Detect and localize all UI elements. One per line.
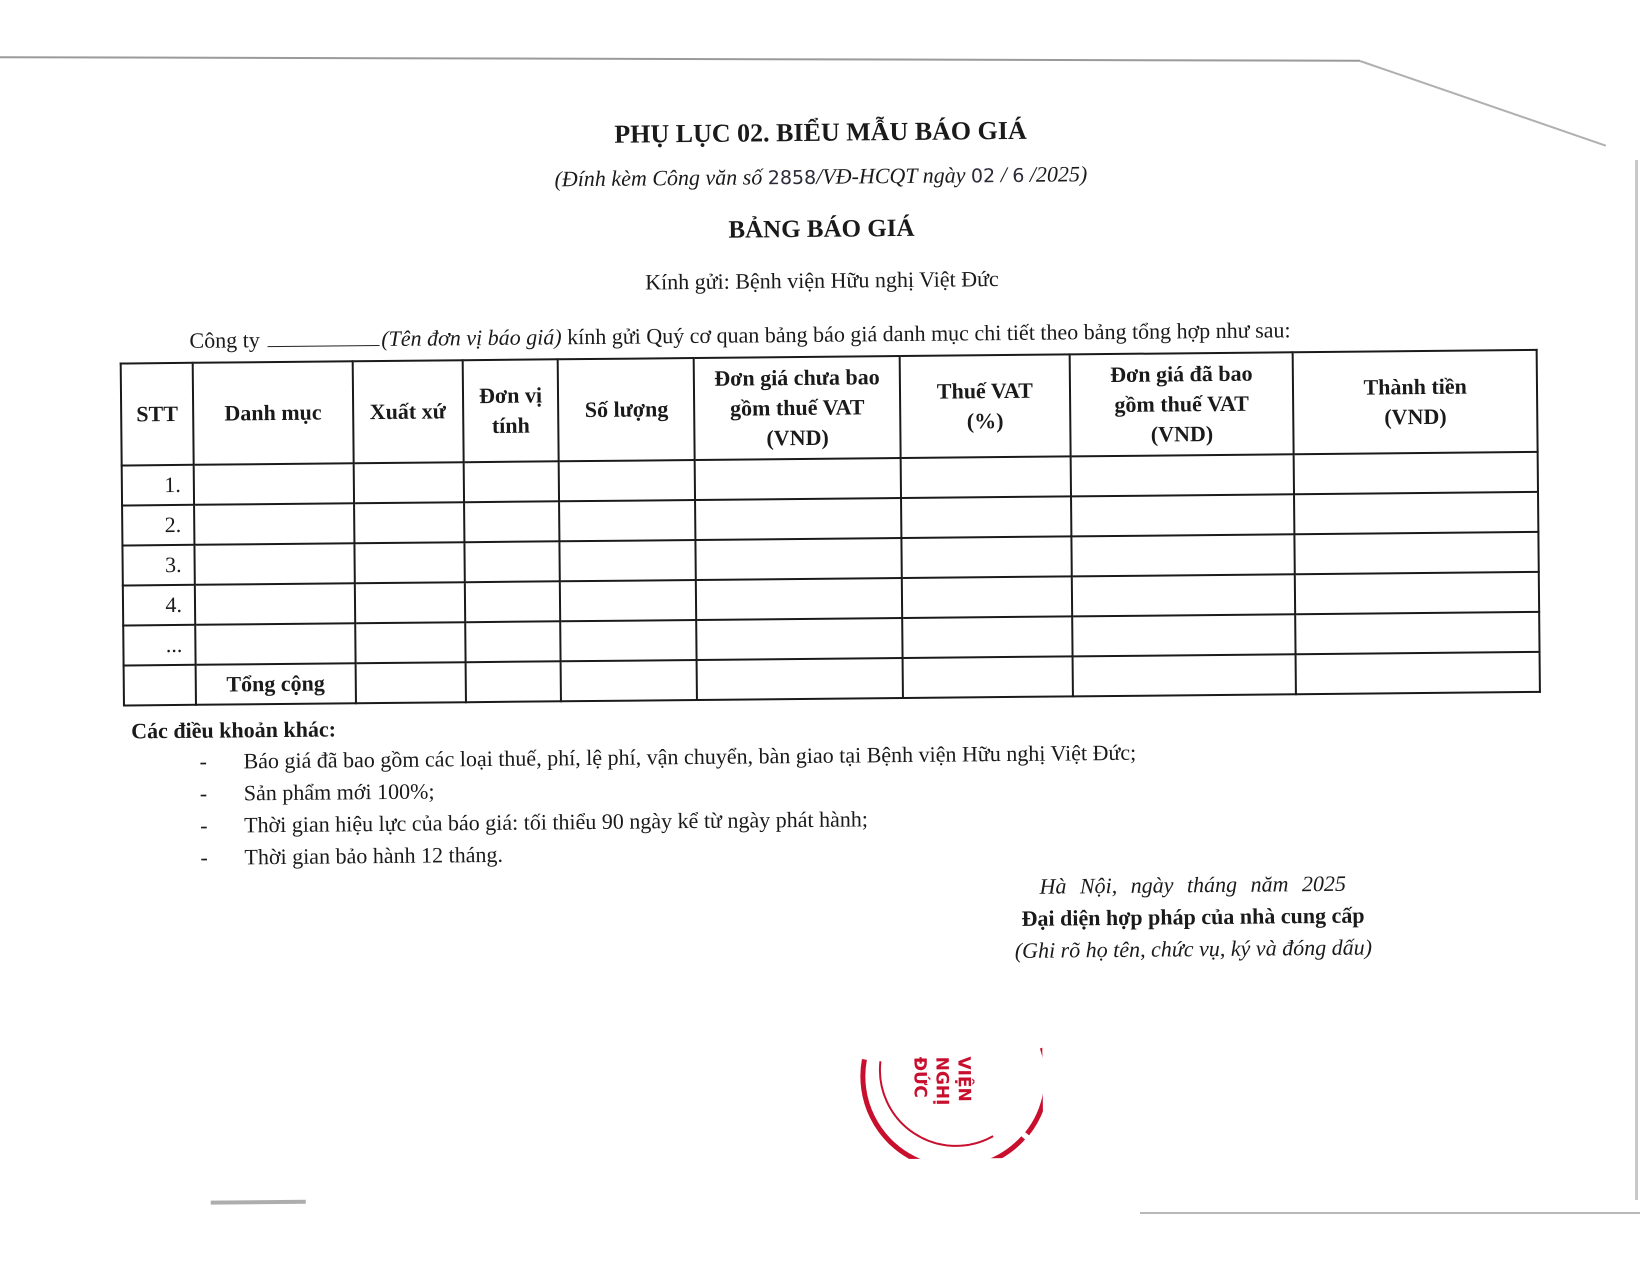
header-unit: Đơn vị tính [462, 359, 559, 462]
cell-item [195, 583, 355, 625]
cell-quantity [559, 460, 695, 501]
cell-origin [354, 542, 464, 583]
row-number: 1. [122, 465, 194, 506]
cell-price-inc-vat [1072, 614, 1296, 656]
cell-price-ex-vat [697, 658, 903, 700]
row-number: 4. [123, 585, 195, 626]
header-item: Danh mục [193, 361, 354, 465]
cell-vat [902, 576, 1072, 618]
cell-vat [901, 456, 1071, 498]
cell-line-total [1295, 572, 1539, 614]
cell-price-ex-vat [696, 538, 902, 580]
stamp-text-3: ĐỨC [909, 1056, 930, 1098]
row-number: ... [123, 625, 195, 666]
cell-quantity [561, 660, 697, 701]
cell-price-ex-vat [696, 618, 902, 660]
handwritten-month: 6 [1012, 164, 1025, 187]
red-seal-stamp [842, 1038, 1043, 1160]
signature-note: (Ghi rõ họ tên, chức vụ, ký và đóng dấu) [1014, 934, 1373, 963]
scan-mark [211, 1200, 306, 1205]
cell-vat [903, 656, 1073, 698]
bullet-dash: - [199, 780, 208, 806]
header-price-ex-vat: Đơn giá chưa bao gồm thuế VAT (VND) [694, 356, 901, 460]
appendix-title: PHỤ LỤC 02. BIỂU MẪU BÁO GIÁ [614, 115, 1027, 149]
total-stt-cell [124, 665, 196, 706]
cell-line-total [1294, 452, 1538, 494]
stamp-outer-ring-right [1026, 1048, 1043, 1134]
cell-item [194, 543, 354, 585]
table-header-row [121, 350, 1538, 466]
cell-origin [355, 662, 465, 703]
cell-line-total [1296, 652, 1540, 694]
attachment-line: (Đính kèm Công văn số 2858/VĐ-HCQT ngày 02 / 6 /2025) [554, 161, 1088, 192]
recipient-line: Kính gửi: Bệnh viện Hữu nghị Việt Đức [645, 266, 999, 295]
header-origin: Xuất xứ [352, 360, 463, 463]
header-price-inc-vat: Đơn giá đã bao gồm thuế VAT (VND) [1069, 352, 1294, 456]
cell-price-inc-vat [1070, 454, 1294, 496]
cell-price-ex-vat [695, 458, 901, 500]
bullet-dash: - [199, 748, 207, 774]
cell-vat [901, 496, 1071, 538]
signature-representative: Đại diện hợp pháp của nhà cung cấp [1021, 902, 1365, 931]
list-item: - Thời gian hiệu lực của báo giá: tối thiểu 90 ngày kể từ ngày phát hành; [200, 801, 1137, 842]
list-item: - Sản phẩm mới 100%; [200, 769, 1137, 810]
cell-quantity [561, 620, 697, 661]
cell-quantity [560, 500, 696, 541]
cell-price-inc-vat [1072, 654, 1296, 696]
cell-unit [464, 501, 560, 542]
cell-origin [353, 462, 463, 503]
row-number: 2. [122, 505, 194, 546]
terms-list [199, 737, 1137, 874]
handwritten-day: 02 [970, 165, 996, 188]
row-number: 3. [122, 545, 194, 586]
cell-vat [901, 536, 1071, 578]
cell-origin [355, 622, 465, 663]
cell-origin [355, 582, 465, 623]
header-quantity: Số lượng [558, 358, 695, 461]
cell-quantity [560, 540, 696, 581]
page-title: BẢNG BÁO GIÁ [728, 214, 915, 244]
cell-quantity [560, 580, 696, 621]
cell-price-ex-vat [695, 498, 901, 540]
stamp-text-1: VIỆN [953, 1056, 974, 1102]
cell-line-total [1294, 492, 1538, 534]
cell-unit [463, 461, 559, 502]
handwritten-doc-number: 2858 [767, 166, 817, 190]
header-stt: STT [121, 363, 194, 466]
quotation-table [120, 349, 1541, 707]
cell-item [194, 463, 354, 505]
cell-line-total [1295, 532, 1539, 574]
cell-item [194, 503, 354, 545]
intro-line: Công ty (Tên đơn vị báo giá) kính gửi Quý cơ quan bảng báo giá danh mục chi tiết theo bảng tổng hợp như sau: [189, 317, 1291, 353]
cell-unit [465, 621, 561, 662]
cell-unit [464, 581, 560, 622]
cell-item [195, 623, 355, 665]
cell-price-inc-vat [1071, 494, 1295, 536]
cell-unit [464, 541, 560, 582]
cell-price-ex-vat [696, 578, 902, 620]
cell-line-total [1296, 612, 1540, 654]
company-name-blank [267, 327, 379, 347]
list-item: - Thời gian bảo hành 12 tháng. [200, 833, 1137, 874]
terms-heading: Các điều khoản khác: [131, 716, 337, 744]
bullet-dash: - [200, 844, 208, 870]
total-label: Tổng cộng [196, 663, 356, 705]
header-line-total: Thành tiền (VND) [1293, 350, 1538, 454]
list-item: - Báo giá đã bao gồm các loại thuế, phí, lệ phí, vận chuyển, bàn giao tại Bệnh viện Hữu nghị Việt Đức; [199, 737, 1136, 778]
header-vat: Thuế VAT (%) [900, 354, 1071, 458]
cell-price-inc-vat [1072, 574, 1296, 616]
cell-price-inc-vat [1071, 534, 1295, 576]
signature-date-line: Hà Nội, ngày tháng năm 2025 [1039, 870, 1347, 899]
cell-origin [354, 502, 464, 543]
bullet-dash: - [200, 812, 208, 838]
stamp-text-2: NGHỊ [931, 1056, 952, 1106]
cell-unit [465, 661, 561, 702]
cell-vat [902, 616, 1072, 658]
